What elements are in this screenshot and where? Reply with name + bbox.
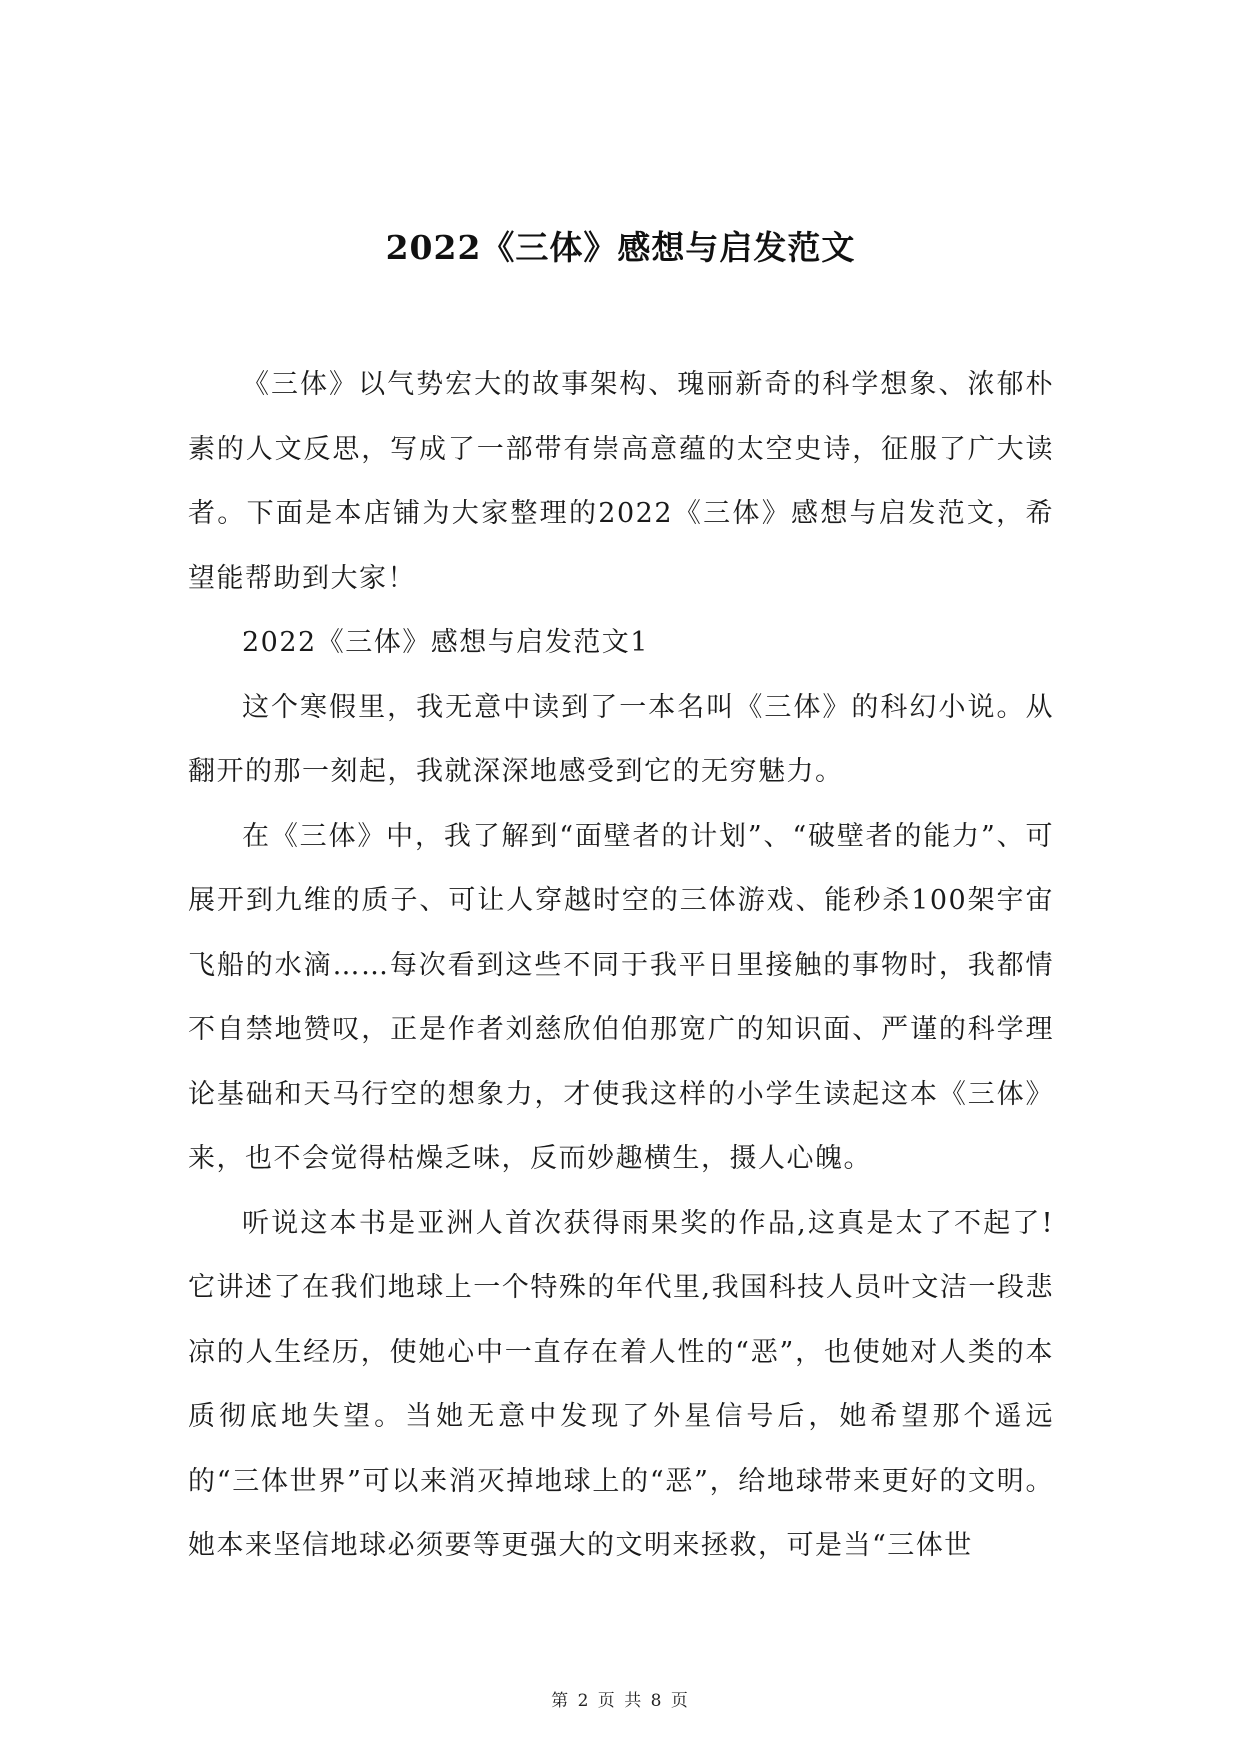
- document-body: [188, 353, 1054, 1579]
- page-number-footer: 第 2 页 共 8 页: [551, 1691, 690, 1711]
- document-title: 2022《三体》感想与启发范文: [385, 228, 856, 267]
- body-paragraph: 听说这本书是亚洲人首次获得雨果奖的作品,这真是太了不起了!它讲述了在我们地球上一个特殊的年代里,我国科技人员叶文洁一段悲凉的人生经历，使她心中一直存在着人性的“恶”，也使她对人类的本质彻底地失望。当她无意中发现了外星信号后，她希望那个遥远的“三体世界”可以来消灭掉地球上的“恶”，给地球带来更好的文明。她本来坚信地球必须要等更强大的文明来拯救，可是当“三体世: [188, 1207, 1054, 1561]
- intro-paragraph: 《三体》以气势宏大的故事架构、瑰丽新奇的科学想象、浓郁朴素的人文反思，写成了一部带有崇高意蕴的太空史诗，征服了广大读者。下面是本店铺为大家整理的2022《三体》感想与启发范文，希望能帮助到大家！: [188, 369, 1054, 594]
- section-heading: 2022《三体》感想与启发范文1: [242, 627, 649, 658]
- body-paragraph: 这个寒假里，我无意中读到了一本名叫《三体》的科幻小说。从翻开的那一刻起，我就深深地感受到它的无穷魅力。: [188, 691, 1054, 787]
- body-paragraph: 在《三体》中，我了解到“面壁者的计划”、“破壁者的能力”、可展开到九维的质子、可让人穿越时空的三体游戏、能秒杀100架宇宙飞船的水滴……每次看到这些不同于我平日里接触的事物时，我都情不自禁地赞叹，正是作者刘慈欣伯伯那宽广的知识面、严谨的科学理论基础和天马行空的想象力，才使我这样的小学生读起这本《三体》来，也不会觉得枯燥乏味，反而妙趣横生，摄人心魄。: [188, 820, 1054, 1174]
